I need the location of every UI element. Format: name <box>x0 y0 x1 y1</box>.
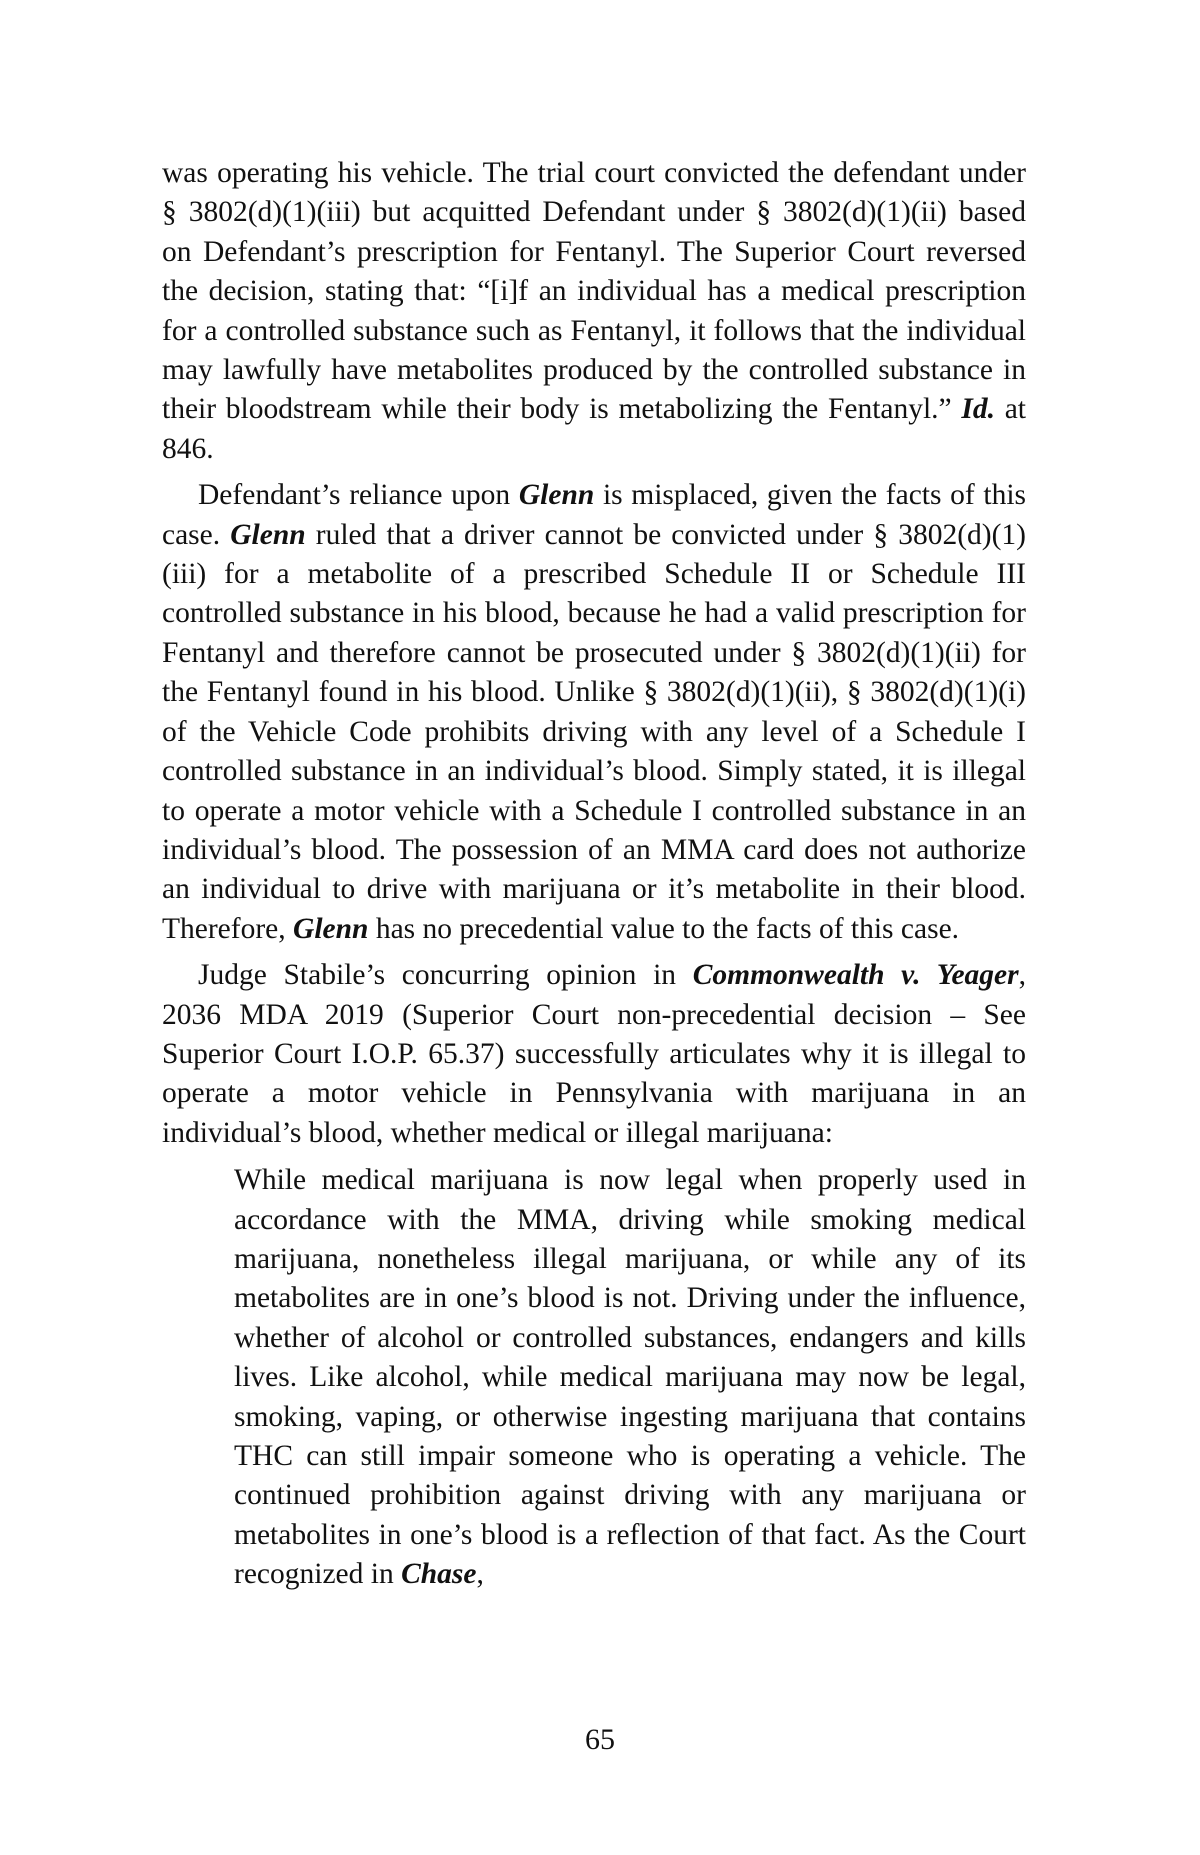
paragraph-glenn-analysis <box>162 476 1026 949</box>
paragraph-text: has no precedential value to the facts of this case. <box>368 912 960 945</box>
block-quote <box>234 1161 1026 1594</box>
case-name-glenn: Glenn <box>518 479 595 512</box>
paragraph-text-tail: at 846. <box>162 393 1026 465</box>
paragraph-text: Defendant’s reliance upon <box>198 479 519 512</box>
case-name-glenn: Glenn <box>293 912 369 945</box>
paragraph-yeager-intro <box>162 956 1026 1153</box>
paragraph-text: Judge Stabile’s concurring opinion in <box>198 959 693 992</box>
quote-text: While medical marijuana is now legal when properly used in accordance with the MMA, driving while smoking medical marijuana, nonetheless illegal marijuana, or while any of its metabolites are in one’s blood is not. Driving under the influence, whether of alcohol or controlled substances, endangers and kills lives. Like alcohol, while medical marijuana may now be legal, smoking, vaping, or otherwise ingesting marijuana that contains THC can still impair someone who is operating a vehicle. The continued prohibition against driving with any marijuana or metabolites in one’s blood is a reflection of that fact. As the Court recognized in <box>234 1164 1026 1591</box>
case-name-chase: Chase <box>401 1558 477 1591</box>
page-number: 65 <box>585 1723 615 1756</box>
case-name-glenn: Glenn <box>230 518 306 551</box>
paragraph-text: , 2036 MDA 2019 (Superior Court non-precedential decision – See Superior Court I.O.P. 65.37) successfully articulates why it is illegal to operate a motor vehicle in Pennsylvania with marijuana in an individual’s blood, whether medical or illegal marijuana: <box>162 959 1026 1149</box>
paragraph-text: ruled that a driver cannot be convicted under § 3802(d)(1)(iii) for a metabolite of a prescribed Schedule II or Schedule III controlled substance in his blood, because he had a valid prescription for Fentanyl and therefore cannot be prosecuted under § 3802(d)(1)(ii) for the Fentanyl found in his blood. Unlike § 3802(d)(1)(ii), § 3802(d)(1)(i) of the Vehicle Code prohibits driving with any level of a Schedule I controlled substance in an individual’s blood. Simply stated, it is illegal to operate a motor vehicle with a Schedule I controlled substance in an individual’s blood. The possession of an MMA card does not authorize an individual to drive with marijuana or it’s metabolite in their blood. Therefore, <box>162 518 1026 945</box>
page-body <box>162 154 1026 1595</box>
quote-text-tail: , <box>476 1558 484 1591</box>
citation-id: Id. <box>961 393 995 426</box>
paragraph-continued <box>162 154 1026 469</box>
paragraph-text: was operating his vehicle. The trial court convicted the defendant under § 3802(d)(1)(iii) but acquitted Defendant under § 3802(d)(1)(ii) based on Defendant’s prescription for Fentanyl. The Superior Court reversed the decision, stating that: “[i]f an individual has a medical prescription for a controlled substance such as Fentanyl, it follows that the individual may lawfully have metabolites produced by the controlled substance in their bloodstream while their body is metabolizing the Fentanyl.” <box>162 157 1026 426</box>
case-name-yeager: Commonwealth v. Yeager <box>692 959 1019 992</box>
paragraph-text: is misplaced, given the facts of this case. <box>162 479 1026 551</box>
